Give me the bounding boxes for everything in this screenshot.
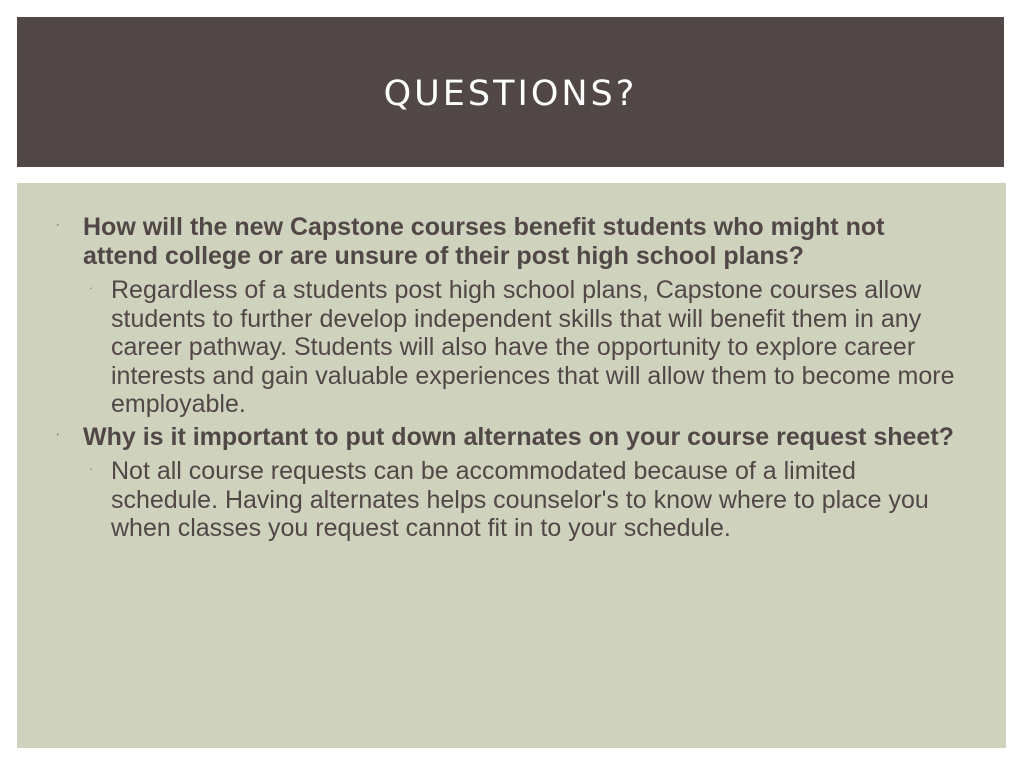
sub-bullet-dot-icon: · [89, 280, 94, 295]
list-item [17, 213, 1006, 419]
content-panel [17, 183, 1006, 748]
sub-bullet-dot-icon: · [89, 461, 94, 476]
slide-title: QUESTIONS? [383, 74, 638, 114]
answer-text: Regardless of a students post high school plans, Capstone courses allow students to further develop independent skills that will benefit them in any career pathway. Students will also have the opportunity to explore career interests and gain valuable experiences that will allow them to become more employable. [111, 276, 955, 418]
answer-text: Not all course requests can be accommodated because of a limited schedule. Having alternates helps counselor's to know where to place you when classes you request cannot fit in to your schedule. [111, 457, 929, 542]
bullet-dot-icon: · [55, 216, 61, 233]
bullet-list [17, 213, 1006, 543]
answer-item [83, 457, 966, 543]
title-banner [17, 17, 1004, 167]
list-item [17, 423, 1006, 543]
answer-item [83, 276, 966, 419]
question-text: How will the new Capstone courses benefit students who might not attend college or are unsure of their post high school plans? [83, 213, 885, 270]
bullet-dot-icon: · [55, 425, 61, 443]
question-text: Why is it important to put down alternates on your course request sheet? [83, 422, 954, 451]
